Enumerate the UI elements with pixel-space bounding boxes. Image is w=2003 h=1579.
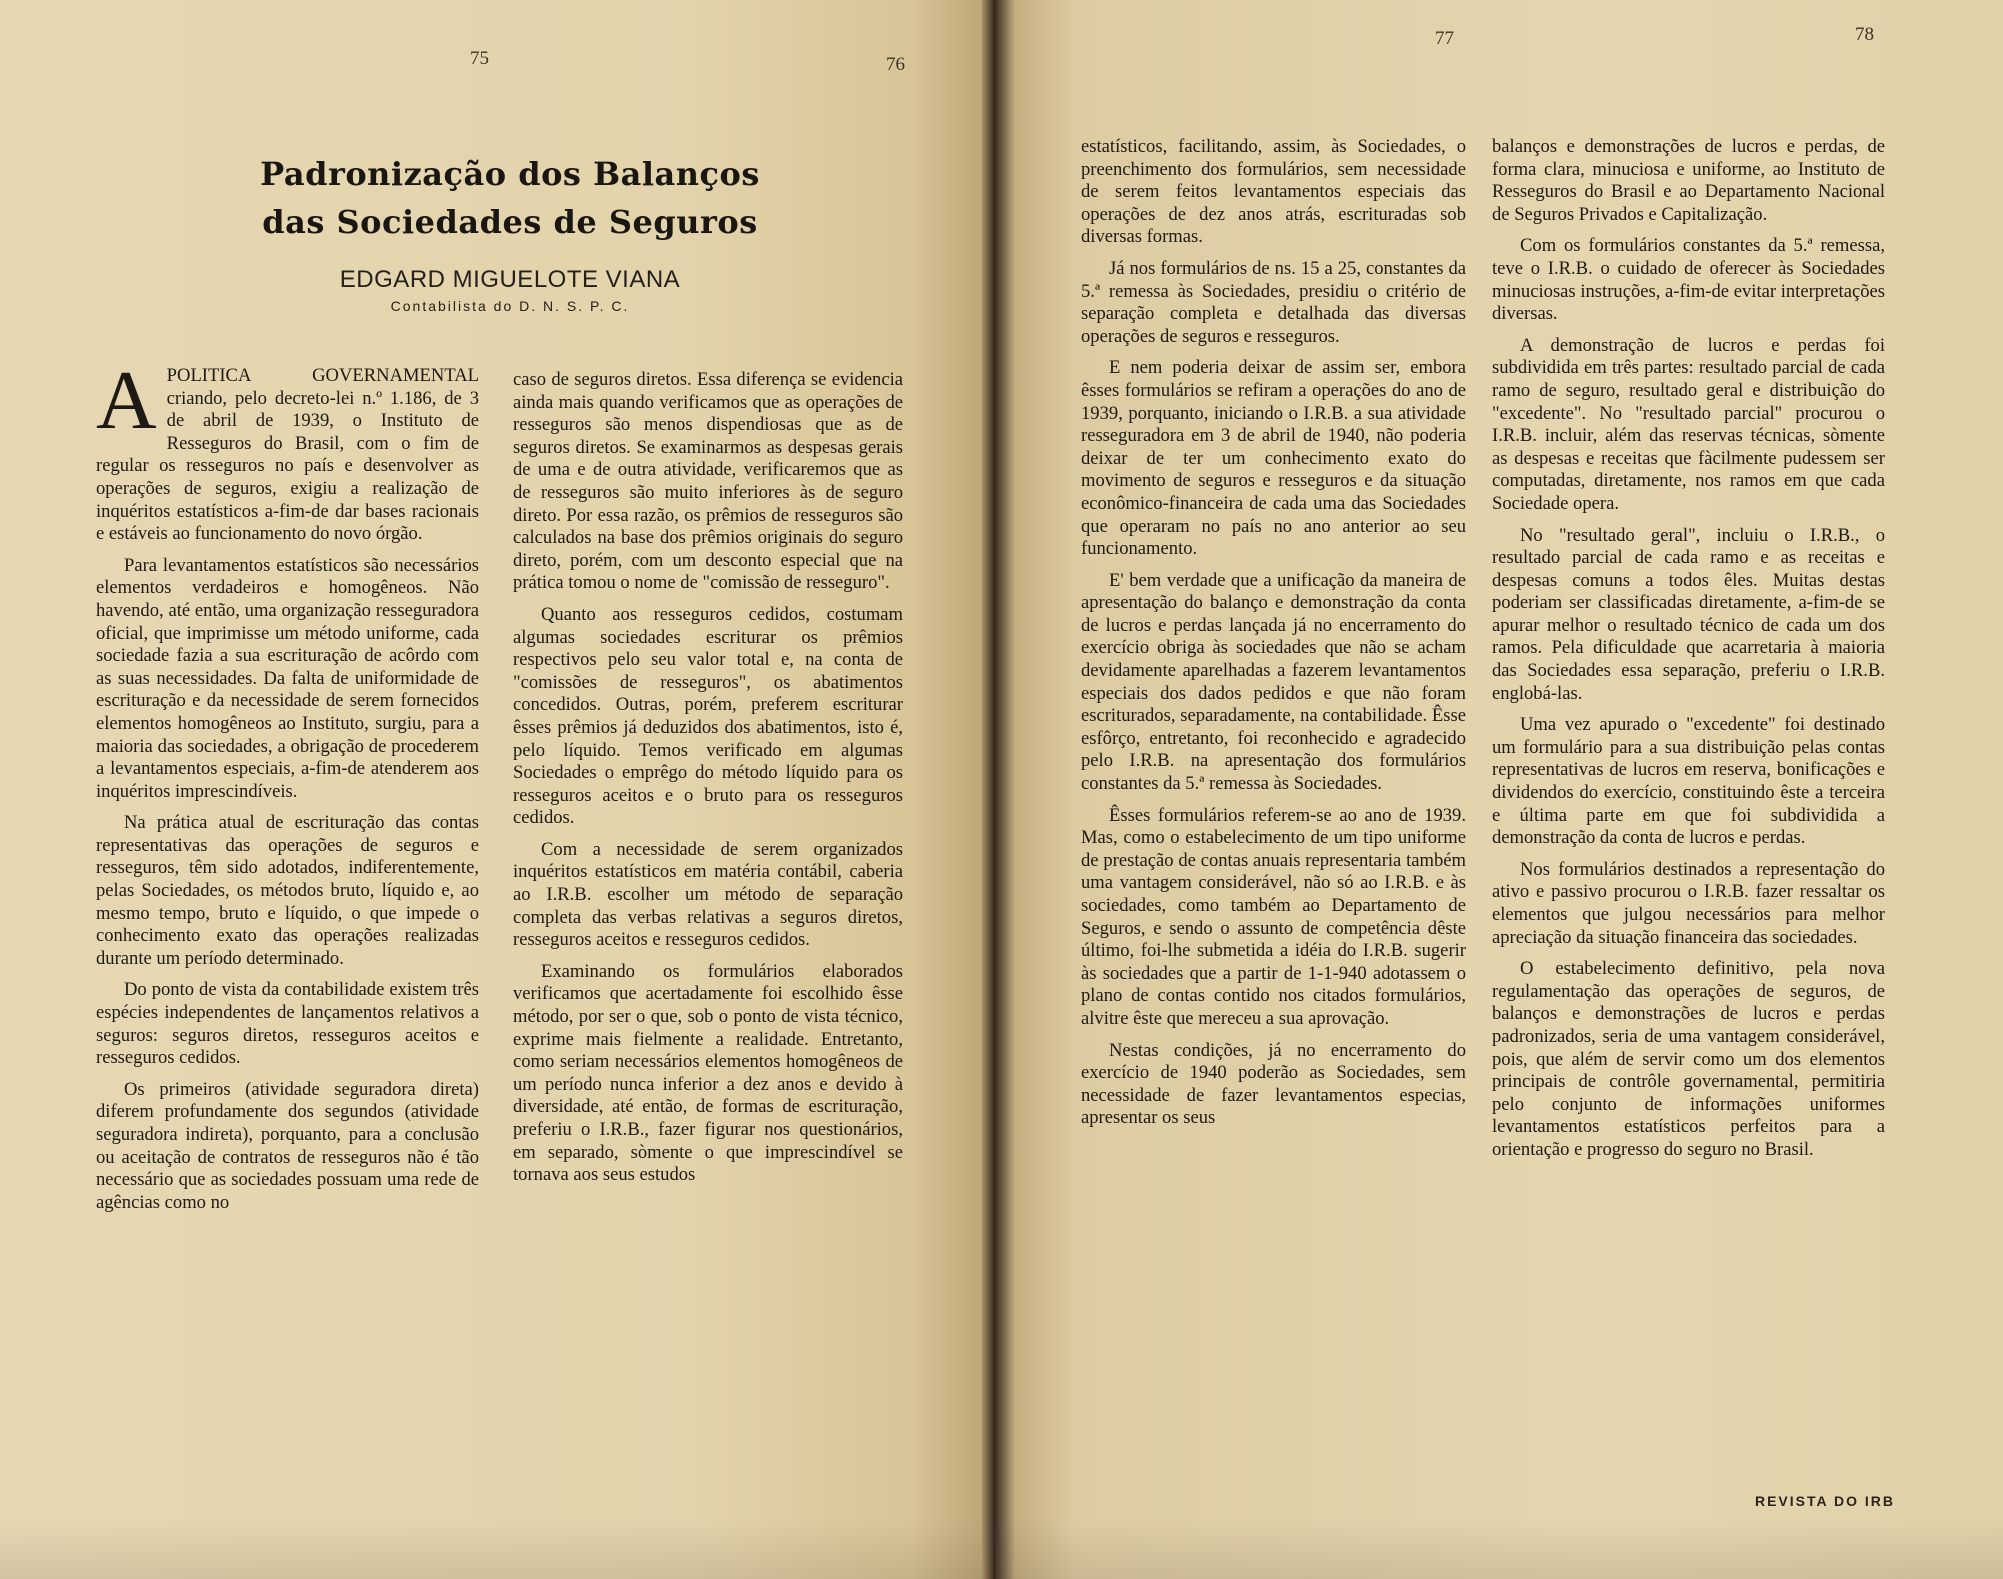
paragraph: E nem poderia deixar de assim ser, embora êsses formulários se refiram a operações do ano de 1939, porquanto, iniciando o I.R.B. a sua atividade resseguradora em 3 de abril de 1940, não poderia deixar de ter um conhecimento exato do movimento de seguros e resseguros e da situação econômico-financeira de cada uma das Sociedades que operaram no país no ano anterior ao seu funcionamento. [1081, 357, 1466, 560]
paragraph: Já nos formulários de ns. 15 a 25, constantes da 5.ª remessa às Sociedades, presidiu o critério de separação completa e detalhada das diversas operações de seguros e resseguros. [1081, 257, 1466, 347]
left-page [0, 0, 990, 1579]
paragraph: Com a necessidade de serem organizados inquéritos estatísticos em matéria contábil, caberia ao I.R.B. escolher um método de separação completa das verbas relativas a seguros diretos, resseguros aceitos e resseguros cedidos. [513, 838, 903, 951]
drop-cap: A [96, 354, 157, 447]
article-author: EDGARD MIGUELOTE VIANA [339, 266, 681, 293]
paragraph: caso de seguros diretos. Essa diferença se evidencia ainda mais quando verificamos que as operações de resseguros são menos dispendiosas que as de seguros diretos. Se examinarmos as despesas gerais de uma e de outra atividade, verificaremos que as de resseguros são muito inferiores às de seguro direto. Por essa razão, os prêmios de resseguros são calculados na base dos prêmios originais do seguro direto, porém, com um desconto especial que na prática tomou o nome de "comissão de resseguro". [513, 369, 903, 594]
page-number-75: 75 [470, 48, 489, 69]
paragraph: A demonstração de lucros e perdas foi subdividida em três partes: resultado parcial de cada ramo de seguro, resultado geral e distribuição do "excedente". No "resultado parcial" procurou o I.R.B. incluir, além das reservas técnicas, sòmente as despesas e receitas que fàcilmente pudessem ser computadas, diretamente, nos ramos em que cada Sociedade opera. [1492, 334, 1885, 514]
paragraph [96, 354, 479, 546]
right-page [995, 0, 2003, 1579]
paragraph: Os primeiros (atividade seguradora direta) diferem profundamente dos segundos (atividade seguradora indireta), porquanto, para a conclusão ou aceitação de contratos de resseguros não é tão necessário que as sociedades possuam uma rede de agências como no [96, 1078, 479, 1213]
page-shadow [0, 1519, 990, 1579]
page-number-77: 77 [1435, 28, 1454, 49]
paragraph: balanços e demonstrações de lucros e perdas, de forma clara, minuciosa e uniforme, ao Instituto de Resseguros do Brasil e ao Departamento Nacional de Seguros Privados e Capitalização. [1492, 136, 1885, 225]
paragraph: No "resultado geral", incluiu o I.R.B., o resultado parcial de cada ramo e as receitas e despesas comuns a todos êles. Muitas destas poderiam ser classificadas diretamente, a-fim-de se apurar melhor o resultado técnico de cada um dos ramos. Pela dificuldade que acarretaria à maioria das Sociedades essa separação, preferiu o I.R.B. englobá-las. [1492, 524, 1885, 704]
text-column-4 [1492, 136, 1885, 1162]
page-number-76: 76 [886, 54, 905, 75]
paragraph: Para levantamentos estatísticos são necessários elementos verdadeiros e homogêneos. Não havendo, até então, uma organização resseguradora oficial, que imprimisse um método uniforme, cada sociedade fazia a sua escrituração de acôrdo com as suas necessidades. Da falta de uniformidade de escrituração e da necessidade de serem fornecidos elementos homogêneos ao Instituto, surgiu, para a maioria das sociedades, a obrigação de procederem a levantamentos especiais, a-fim-de atenderem aos inquéritos imprescindíveis. [96, 554, 479, 802]
paragraph: Examinando os formulários elaborados verificamos que acertadamente foi escolhido êsse método, por ser o que, sob o ponto de vista técnico, exprime mais fielmente a realidade. Entretanto, como seriam necessários elementos homogêneos de um período nunca inferior a dez anos e devido à diversidade, até então, de formas de escrituração, preferiu o I.R.B., fazer figurar nos questionários, em separado, sòmente o que imprescindível se tornava aos seus estudos [513, 960, 903, 1186]
text-column-3 [1081, 136, 1466, 1130]
paragraph: Êsses formulários referem-se ao ano de 1939. Mas, como o estabelecimento de um tipo uniforme de prestação de contas anuais representaria também uma vantagem considerável, não só ao I.R.B. e às sociedades, como também ao Departamento de Seguros, e sendo o assunto de competência dêste último, foi-lhe submetida a idéia do I.R.B. sugerir às sociedades que a partir de 1-1-940 adotassem o plano de contas contido nos citados formulários, alvitre êste que mereceu a sua aprovação. [1081, 804, 1466, 1029]
paragraph: Com os formulários constantes da 5.ª remessa, teve o I.R.B. o cuidado de oferecer às Sociedades minuciosas instruções, a-fim-de evitar interpretações diversas. [1492, 235, 1885, 325]
paragraph: Uma vez apurado o "excedente" foi destinado um formulário para a sua distribuição pelas contas representativas de lucros em reserva, bonificações e dividendos do exercício, constituindo êste a terceira e última parte em que foi subdividida a demonstração da conta de lucros e perdas. [1492, 714, 1885, 849]
paragraph: O estabelecimento definitivo, pela nova regulamentação das operações de seguros, de balanços e demonstrações de lucros e perdas padronizados, seria de uma vantagem considerável, pois, que além de servir como um dos elementos principais de contrôle governamental, permitiria pelo conjunto de informações uniformes levantamentos estatísticos perfeitos para a orientação e progresso do seguro no Brasil. [1492, 958, 1885, 1160]
article-title-line-1: Padronização dos Balanços [260, 155, 760, 193]
text-column-1 [96, 354, 479, 1214]
page-shadow [995, 1519, 2003, 1579]
magazine-footer-brand: REVISTA DO IRB [1754, 1493, 1895, 1509]
paragraph: estatísticos, facilitando, assim, às Sociedades, o preenchimento dos formulários, sem necessidade de serem feitos levantamentos especiais das operações de dez anos atrás, escrituradas sob diversas formas. [1081, 136, 1466, 248]
author-role: Contabilista do D. N. S. P. C. [390, 298, 630, 314]
paragraph: Quanto aos resseguros cedidos, costumam algumas sociedades escriturar os prêmios respectivos pelo seu valor total e, na conta de "comissões de resseguros", os abatimentos concedidos. Outras, porém, preferem escriturar êsses prêmios já deduzidos dos abatimentos, isto é, pelo líquido. Temos verificado em algumas Sociedades o emprêgo do método líquido para os resseguros aceitos e o bruto para os resseguros cedidos. [513, 603, 903, 829]
paragraph: E' bem verdade que a unificação da maneira de apresentação do balanço e demonstração da conta de lucros e perdas lançada já no encerramento do exercício obriga às sociedades que não se acham devidamente aparelhadas a fazerem levantamentos especiais dos dados pedidos e que não foram escriturados, separadamente, na contabilidade. Êsse esfôrço, entretanto, foi reconhecido e agradecido pelo I.R.B. na apresentação dos formulários constantes da 5.ª remessa às Sociedades. [1081, 569, 1466, 795]
paragraph: Nestas condições, já no encerramento do exercício de 1940 poderão as Sociedades, sem necessidade de fazer levantamentos especias, apresentar os seus [1081, 1039, 1466, 1129]
page-number-78: 78 [1855, 24, 1874, 45]
article-title-line-2: das Sociedades de Seguros [262, 203, 758, 241]
article-title [200, 150, 820, 246]
paragraph-text: POLITICA GOVERNAMENTAL criando, pelo decreto-lei n.º 1.186, de 3 de abril de 1939, o Instituto de Resseguros do Brasil, com o fim de regular os resseguros no país e desenvolver as operações de seguros, exigiu a realização de inquéritos estatísticos a-fim-de dar bases racionais e estáveis ao funcionamento do novo órgão. [96, 365, 479, 545]
paragraph: Nos formulários destinados a representação do ativo e passivo procurou o I.R.B. fazer ressaltar os elementos que julgou necessários para melhor apreciação da situação financeira das sociedades. [1492, 858, 1885, 948]
text-column-2 [513, 369, 903, 1187]
paragraph: Do ponto de vista da contabilidade existem três espécies independentes de lançamentos relativos a seguros: seguros diretos, resseguros aceitos e resseguros cedidos. [96, 979, 479, 1069]
paragraph: Na prática atual de escrituração das contas representativas das operações de seguros e resseguros, têm sido adotados, indiferentemente, pelas Sociedades, os métodos bruto, líquido e, ao mesmo tempo, bruto e líquido, o que impede o conhecimento exato das operações realizadas durante um período determinado. [96, 812, 479, 969]
